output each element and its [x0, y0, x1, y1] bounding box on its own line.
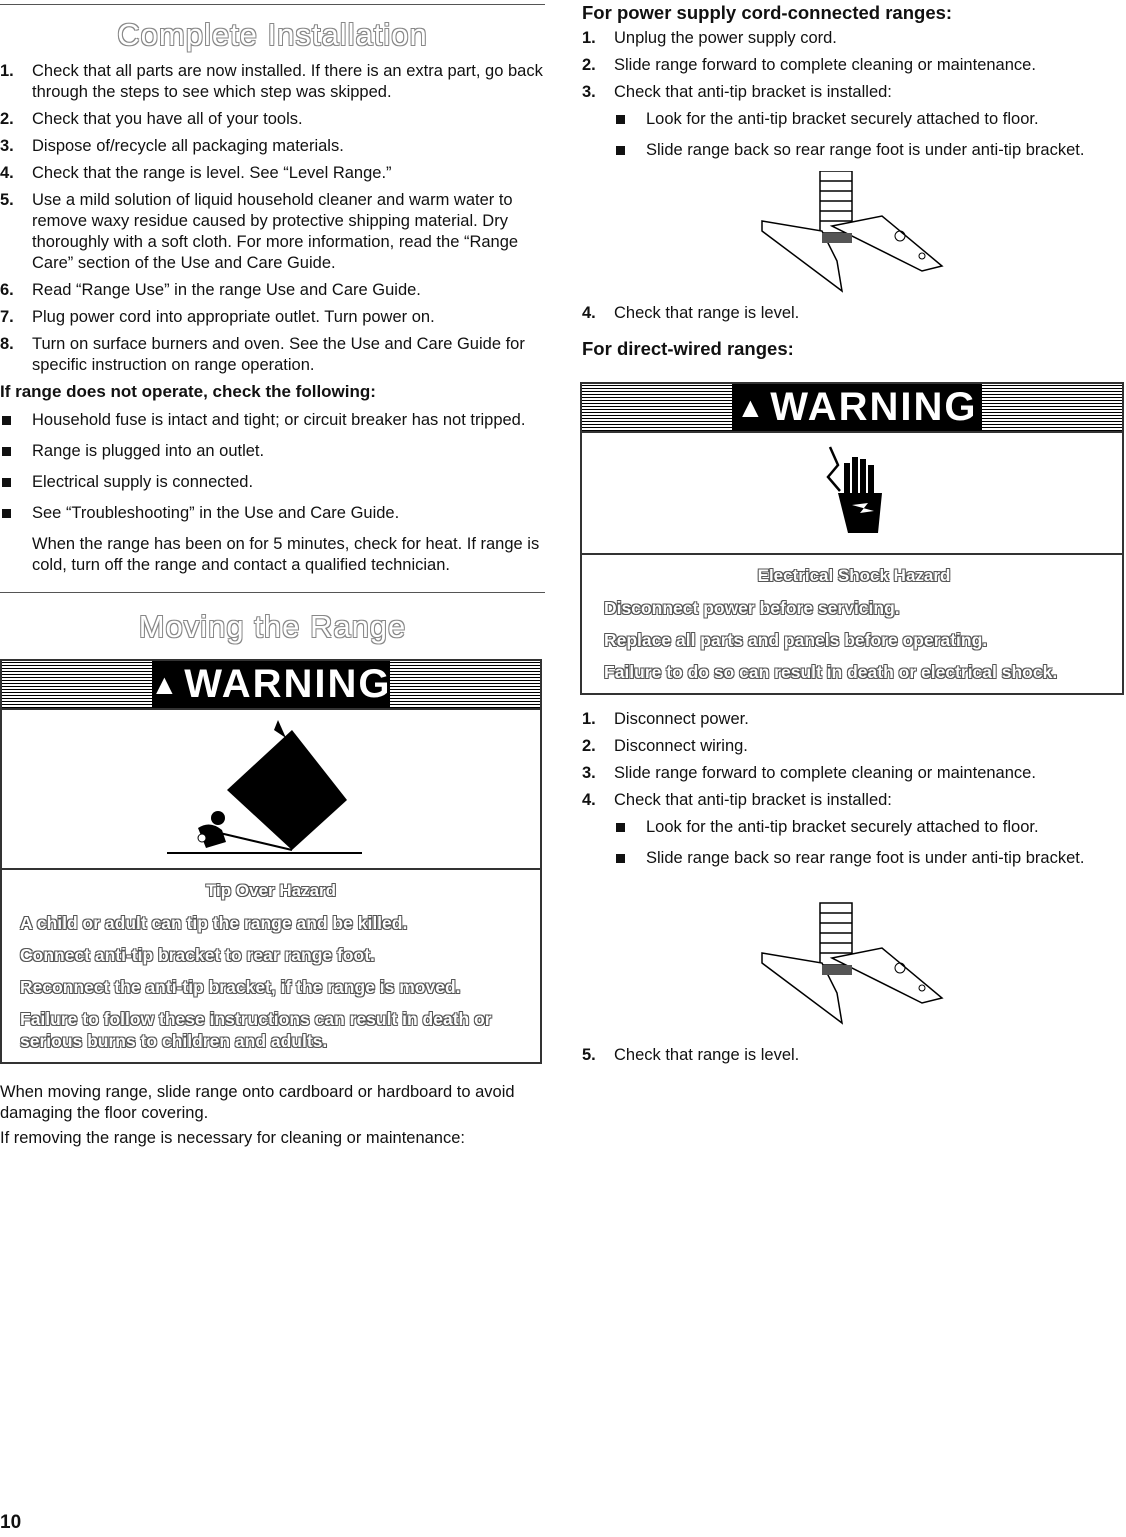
warning-header: ▲ WARNING	[2, 661, 540, 710]
section-divider	[0, 592, 545, 593]
list-item: 4. Check that the range is level. See “Level Range.”	[0, 164, 392, 182]
check-heading: If range does not operate, check the following:	[0, 382, 376, 401]
check-list	[0, 410, 545, 524]
bullet-icon	[2, 509, 11, 518]
tipping-range-icon	[2, 710, 540, 868]
bullet-icon	[616, 146, 625, 155]
list-item: 2. Disconnect wiring.	[582, 737, 748, 755]
list-item: 3. Check that anti-tip bracket is installed:	[582, 83, 892, 101]
list-item: 1. Unplug the power supply cord.	[582, 29, 837, 47]
electric-shock-hand-icon	[582, 433, 1122, 553]
moving-paragraph-1: When moving range, slide range onto cardboard or hardboard to avoid damaging the floor covering.	[0, 1083, 515, 1122]
list-item: Range is plugged into an outlet.	[0, 441, 545, 462]
heat-note: When the range has been on for 5 minutes, check for heat. If range is cold, turn off the range and contact a qualified technician.	[32, 535, 540, 574]
list-item: 4. Check that anti-tip bracket is installed:	[582, 791, 892, 809]
cord-steps	[582, 28, 1122, 103]
warning-text: Electrical Shock Hazard Disconnect power before servicing. Replace all parts and panels before operating. Failure to do so can result in death or electrical shock.	[582, 555, 1122, 693]
list-item: Slide range back so rear range foot is under anti-tip bracket.	[582, 140, 1122, 161]
tip-over-illustration	[2, 710, 540, 870]
page-number: 10	[0, 1512, 22, 1533]
shock-illustration	[582, 433, 1122, 555]
bullet-icon	[2, 416, 11, 425]
section-title-moving-the-range: Moving the Range	[138, 609, 407, 644]
list-item: Look for the anti-tip bracket securely attached to floor.	[582, 817, 1122, 838]
direct-wired-heading: For direct-wired ranges:	[582, 338, 794, 359]
cord-bullets	[582, 109, 1122, 161]
bullet-icon	[2, 447, 11, 456]
section-title-complete-installation: Complete Installation	[117, 17, 428, 52]
list-item: 1. Disconnect power.	[582, 710, 749, 728]
bullet-icon	[616, 823, 625, 832]
moving-paragraph-2: If removing the range is necessary for cleaning or maintenance:	[0, 1129, 465, 1147]
list-item: 3. Dispose of/recycle all packaging materials.	[0, 137, 344, 155]
list-item: 4. Check that range is level.	[582, 304, 800, 322]
list-item: Look for the anti-tip bracket securely attached to floor.	[582, 109, 1122, 130]
bullet-icon	[2, 478, 11, 487]
hazard-title: Tip Over Hazard	[205, 881, 337, 900]
list-item: 7. Plug power cord into appropriate outlet. Turn power on.	[0, 308, 435, 326]
list-item: 2. Check that you have all of your tools.	[0, 110, 303, 128]
list-item: Slide range back so rear range foot is under anti-tip bracket.	[582, 848, 1122, 869]
warning-triangle-icon: ▲	[736, 391, 767, 423]
bullet-icon	[616, 115, 625, 124]
anti-tip-bracket-figure-1	[582, 171, 1122, 299]
shock-warning	[580, 382, 1124, 695]
tip-over-warning	[0, 659, 542, 1064]
left-column	[0, 0, 545, 1149]
list-item: 8. Turn on surface burners and oven. See the Use and Care Guide for specific instruction on range operation.	[0, 335, 525, 374]
right-column	[582, 0, 1122, 1072]
wired-step-5	[582, 1045, 1122, 1066]
cord-connected-heading: For power supply cord-connected ranges:	[582, 2, 953, 23]
list-item: Household fuse is intact and tight; or circuit breaker has not tripped.	[0, 410, 545, 431]
list-item: 5. Check that range is level.	[582, 1046, 800, 1064]
cord-step-4	[582, 303, 1122, 324]
anti-tip-bracket-icon	[582, 883, 1122, 1043]
wired-bullets	[582, 817, 1122, 869]
top-rule	[0, 4, 545, 5]
bullet-icon	[616, 854, 625, 863]
list-item: 3. Slide range forward to complete cleaning or maintenance.	[582, 764, 1036, 782]
complete-steps	[0, 61, 545, 376]
list-item: 6. Read “Range Use” in the range Use and Care Guide.	[0, 281, 421, 299]
list-item: 2. Slide range forward to complete cleaning or maintenance.	[582, 56, 1036, 74]
list-item: 5. Use a mild solution of liquid household cleaner and warm water to remove waxy residue caused by protective shipping material. Dry thoroughly with a soft cloth. For more information, read the “Range Care” section of the Use and Care Guide.	[0, 191, 519, 272]
warning-header: ▲ WARNING	[582, 384, 1122, 433]
wired-steps	[582, 709, 1122, 811]
list-item: Electrical supply is connected.	[0, 472, 545, 493]
anti-tip-bracket-figure-2	[582, 883, 1122, 1043]
anti-tip-bracket-icon	[582, 171, 1122, 299]
warning-text: Tip Over Hazard A child or adult can tip the range and be killed. Connect anti-tip bracket to rear range foot. Reconnect the anti-tip bracket, if the range is moved. Failure to follow these instructions can result in death or serious burns to children and adults.	[2, 870, 540, 1062]
list-item: See “Troubleshooting” in the Use and Care Guide.	[0, 503, 545, 524]
warning-triangle-icon: ▲	[150, 668, 181, 700]
hazard-title: Electrical Shock Hazard	[757, 566, 951, 585]
list-item: 1. Check that all parts are now installed. If there is an extra part, go back through the steps to see which step was skipped.	[0, 62, 543, 101]
